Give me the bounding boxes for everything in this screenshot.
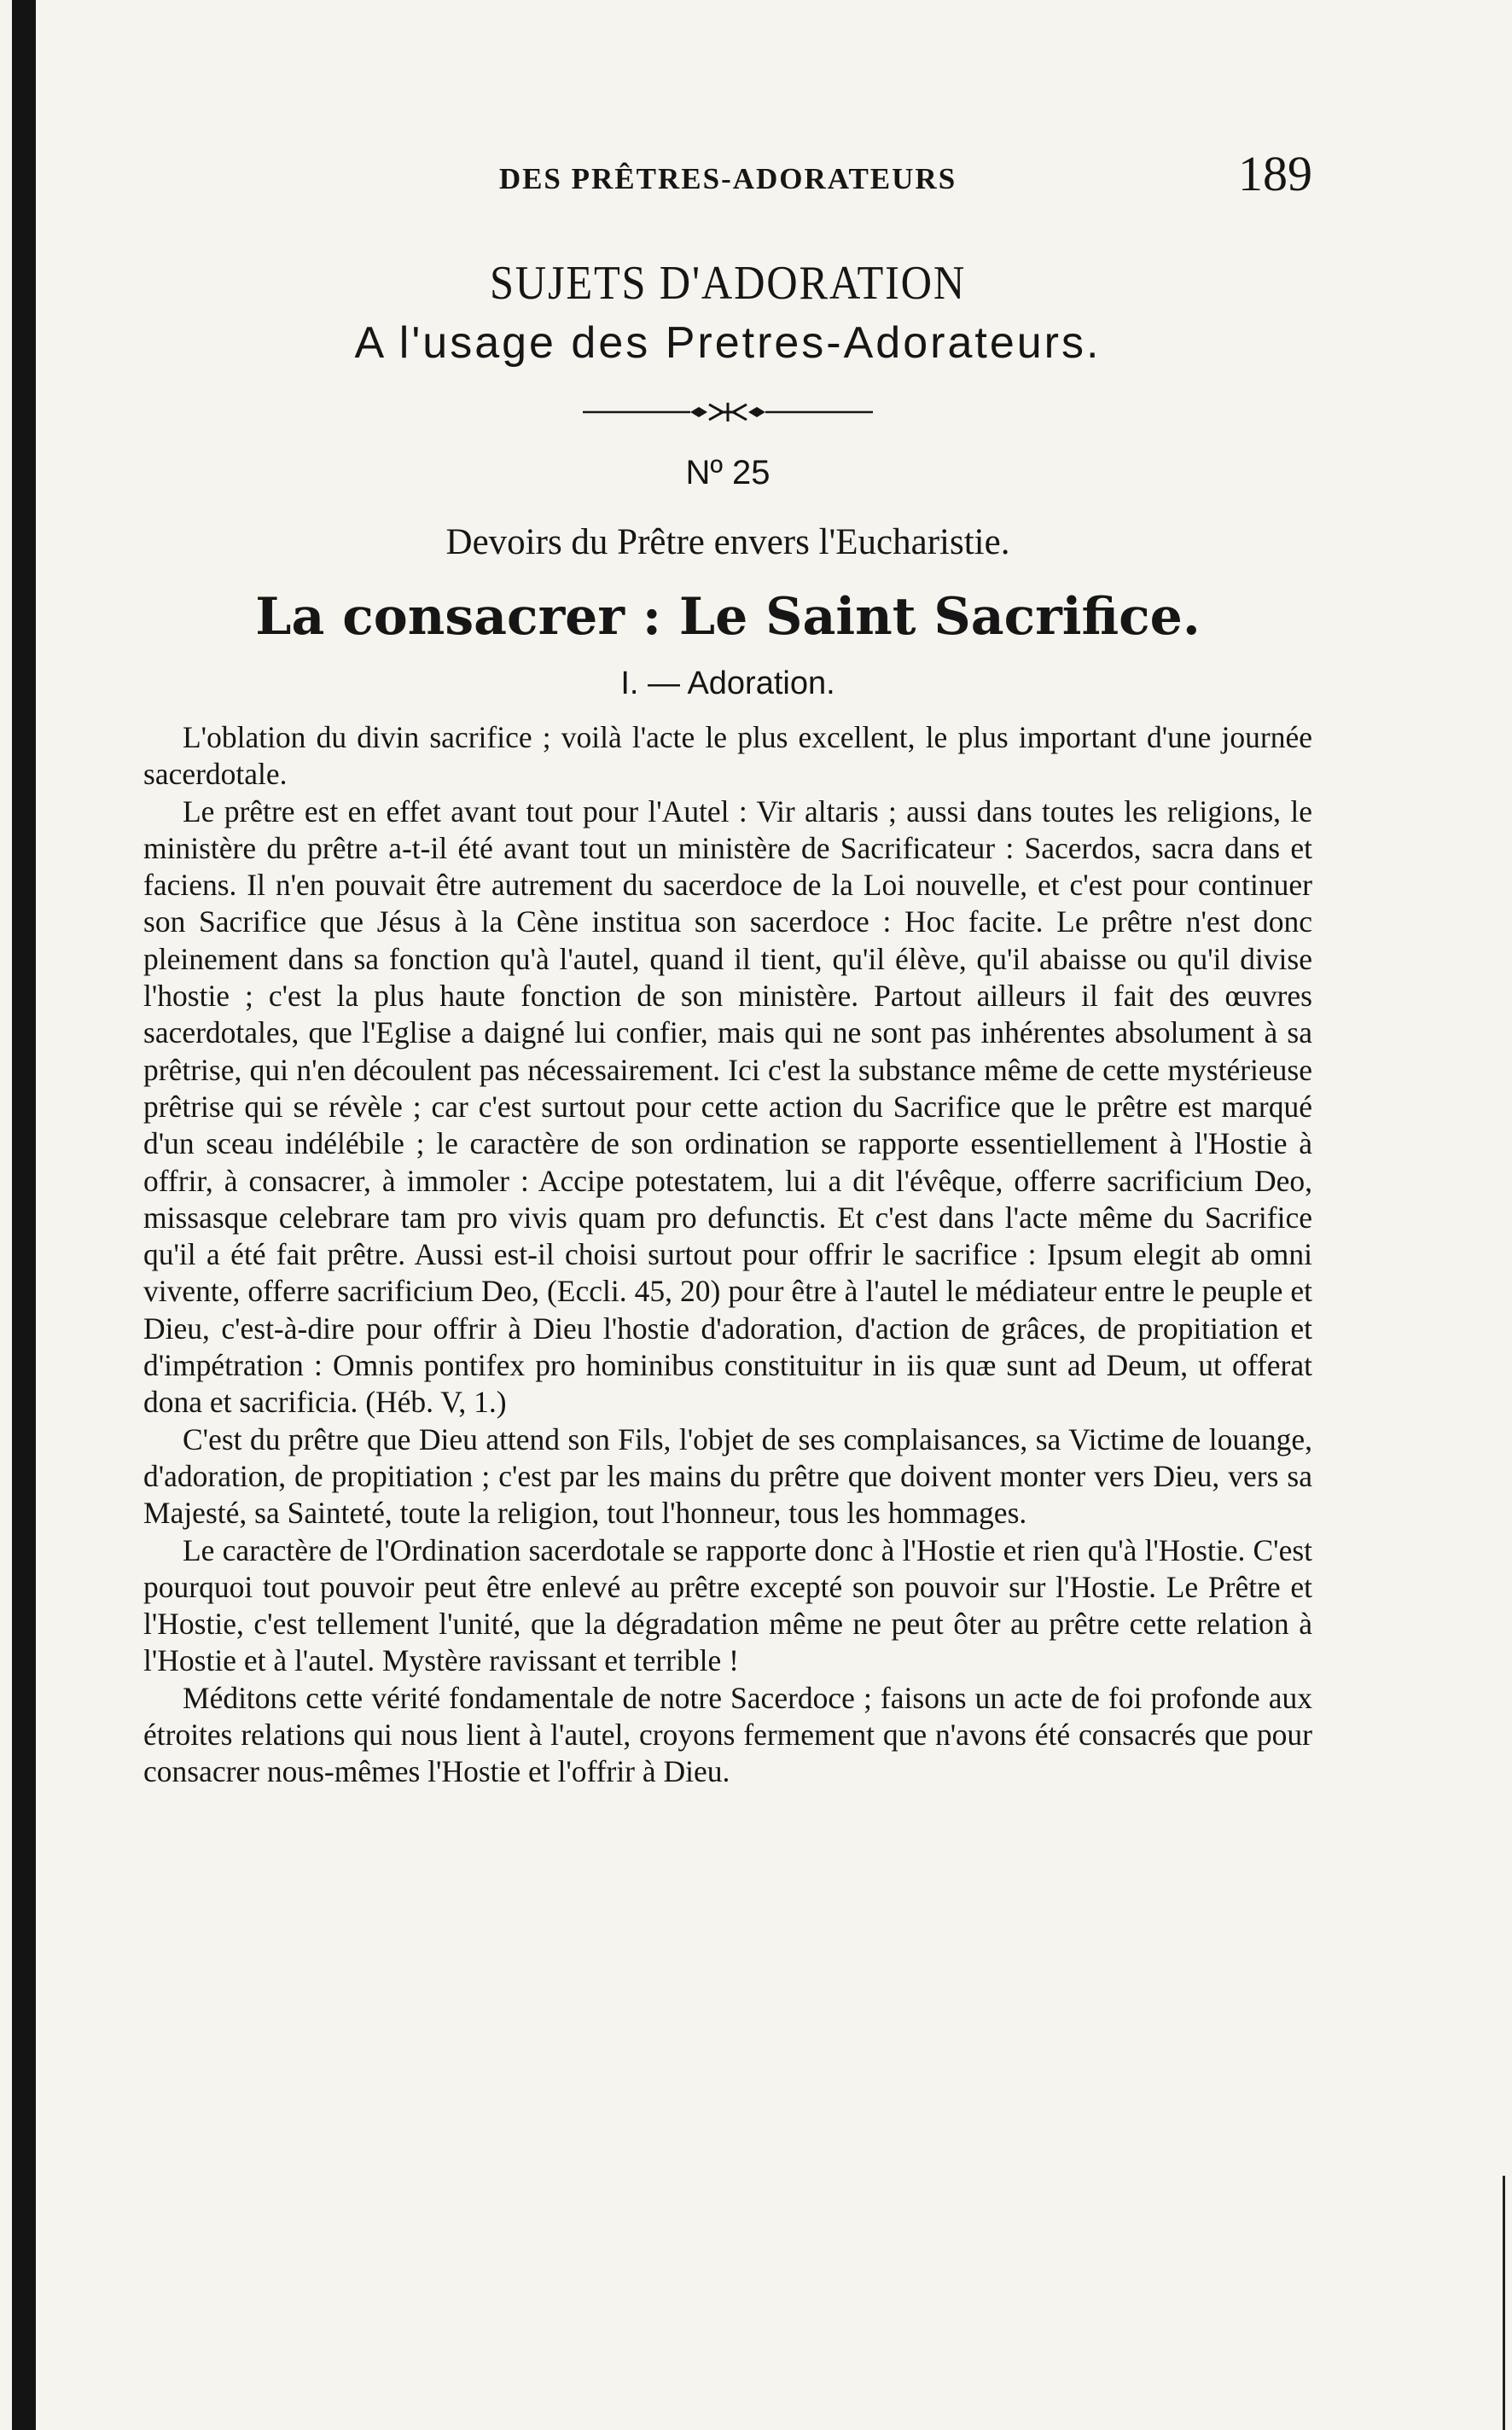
subtitle: A l'usage des Pretres-Adorateurs.	[354, 318, 1102, 368]
main-title: SUJETS D'ADORATION	[489, 257, 967, 310]
page-binding-edge	[12, 0, 36, 2430]
gothic-heading: La consacrer : Le Saint Sacrifice.	[255, 587, 1201, 647]
paragraph: L'oblation du divin sacrifice ; voilà l'acte le plus excellent, le plus important d'une journée sacerdotale.	[143, 720, 1312, 792]
running-title: DES PRÊTRES-ADORATEURS	[498, 162, 957, 195]
section-number: Nº 25	[685, 454, 771, 491]
page-right-edge	[1503, 2176, 1505, 2430]
running-head	[143, 145, 1312, 213]
paragraph: C'est du prêtre que Dieu attend son Fils, l'objet de ses complaisances, sa Victime de louange, d'adoration, de propitiation ; c'est par les mains du prêtre que doivent monter vers Dieu, vers sa Majesté, sa Sainteté, toute la religion, tout l'honneur, tous les hommages.	[143, 1421, 1312, 1531]
sub-heading: I. — Adoration.	[620, 666, 835, 701]
paragraph: Le caractère de l'Ordination sacerdotale se rapporte donc à l'Hostie et rien qu'à l'Hostie. C'est pourquoi tout pouvoir peut être enlevé au prêtre excepté son pouvoir sur l'Hostie. Le Prêtre et l'Hostie, c'est tellement l'unité, que la dégradation même ne peut ôter au prêtre cette relation à l'Hostie et à l'autel. Mystère ravissant et terrible !	[143, 1532, 1312, 1678]
body-text	[143, 719, 1312, 1791]
ornament-icon	[583, 399, 873, 425]
section-heading: Devoirs du Prêtre envers l'Eucharistie.	[445, 522, 1010, 562]
page-number: 189	[1238, 146, 1312, 201]
paragraph: Le prêtre est en effet avant tout pour l'Autel : Vir altaris ; aussi dans toutes les religions, le ministère du prêtre a-t-il été avant tout un ministère de Sacrificateur : Sacerdos, sacra dans et faciens. Il n'en pouvait être autrement du sacerdoce de la Loi nouvelle, et c'est pour continuer son Sacrifice que Jésus à la Cène institua son sacerdoce : Hoc facite. Le prêtre n'est donc pleinement dans sa fonction qu'à l'autel, quand il tient, qu'il élève, qu'il abaisse ou qu'il divise l'hostie ; c'est la plus haute fonction de son ministère. Partout ailleurs il fait des œuvres sacerdotales, que l'Eglise a daigné lui confier, mais qui ne sont pas inhérentes absolument à sa prêtrise, qui n'en découlent pas nécessairement. Ici c'est la substance même de cette mystérieuse prêtrise qui se révèle ; car c'est surtout pour cette action du Sacrifice que le prêtre est marqué d'un sceau indélébile ; le caractère de son ordination se rapporte essentiellement à l'Hostie à offrir, à consacrer, à immoler : Accipe potestatem, lui a dit l'évêque, offerre sacrificium Deo, missasque celebrare tam pro vivis quam pro defunctis. Et c'est dans l'acte même du Sacrifice qu'il a été fait prêtre. Aussi est-il choisi surtout pour offrir le sacrifice : Ipsum elegit ab omni vivente, offerre sacrificium Deo, (Eccli. 45, 20) pour être à l'autel le médiateur entre le peuple et Dieu, c'est-à-dire pour offrir à Dieu l'hostie d'adoration, d'action de grâces, de propitiation et d'impétration : Omnis pontifex pro hominibus constituitur in iis quæ sunt ad Deum, ut offerat dona et sacrificia. (Héb. V, 1.)	[143, 794, 1312, 1420]
paragraph: Méditons cette vérité fondamentale de notre Sacerdoce ; faisons un acte de foi profonde aux étroites relations qui nous lient à l'autel, croyons fermement que n'avons été consacrés que pour consacrer nous-mêmes l'Hostie et l'offrir à Dieu.	[143, 1680, 1312, 1789]
document-page	[143, 145, 1312, 1791]
ornament-divider	[143, 399, 1312, 425]
